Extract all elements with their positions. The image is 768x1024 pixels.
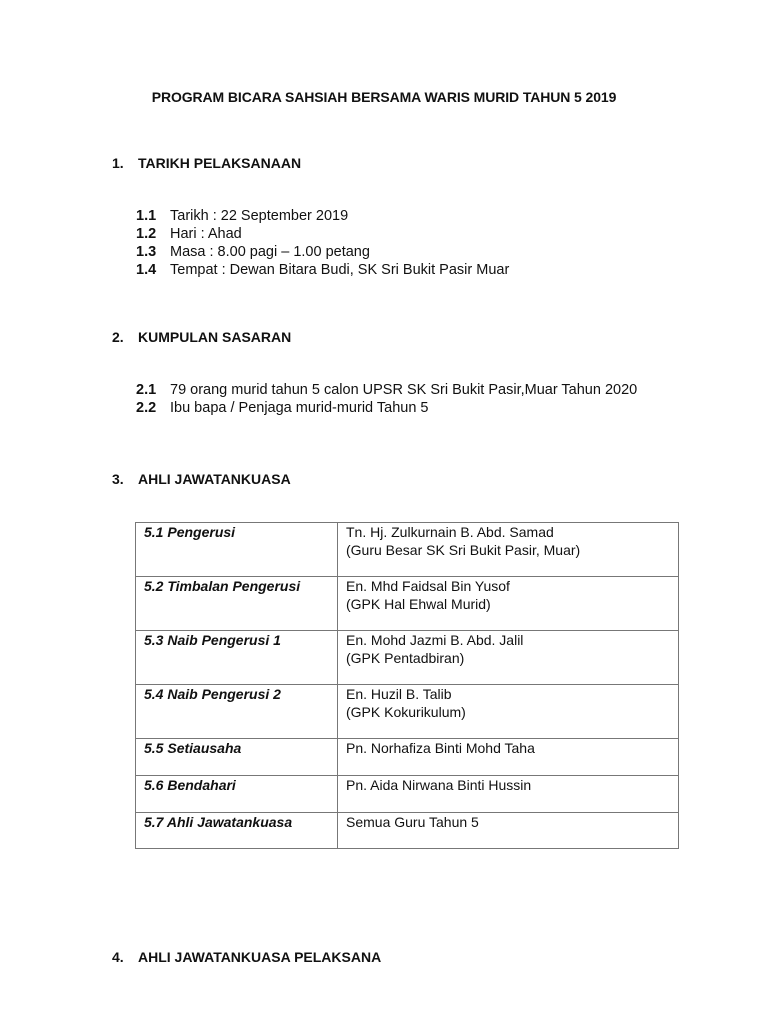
role-cell: 5.4 Naib Pengerusi 2 <box>136 685 338 739</box>
holder-position: (GPK Pentadbiran) <box>346 650 465 666</box>
item-number: 2.2 <box>136 400 157 416</box>
item-number: 2.1 <box>136 382 157 398</box>
holder-cell <box>338 631 679 685</box>
table-row <box>136 577 679 631</box>
holder-cell <box>338 523 679 577</box>
item-text: Ibu bapa / Penjaga murid-murid Tahun 5 <box>170 400 429 416</box>
section-3-heading <box>112 471 291 487</box>
holder-cell <box>338 577 679 631</box>
section-title: TARIKH PELAKSANAAN <box>138 155 302 171</box>
list-item <box>136 261 509 279</box>
holder-position: (Guru Besar SK Sri Bukit Pasir, Muar) <box>346 542 581 558</box>
section-number: 1. <box>112 155 124 171</box>
holder-cell <box>338 739 679 776</box>
role-cell: 5.5 Setiausaha <box>136 739 338 776</box>
table-row <box>136 631 679 685</box>
section-title: KUMPULAN SASARAN <box>138 329 292 345</box>
item-number: 1.2 <box>136 226 157 242</box>
list-item <box>136 399 637 417</box>
holder-cell <box>338 776 679 813</box>
role-cell: 5.3 Naib Pengerusi 1 <box>136 631 338 685</box>
section-title: AHLI JAWATANKUASA <box>138 471 291 487</box>
item-text: Tempat : Dewan Bitara Budi, SK Sri Bukit Pasir Muar <box>170 262 510 278</box>
list-item <box>136 207 509 225</box>
section-4-heading <box>112 949 381 965</box>
table-row <box>136 523 679 577</box>
holder-position: (GPK Kokurikulum) <box>346 704 466 720</box>
section-1-items <box>136 207 509 279</box>
committee-table <box>135 522 679 849</box>
holder-cell <box>338 685 679 739</box>
list-item <box>136 225 509 243</box>
holder-name: Pn. Aida Nirwana Binti Hussin <box>346 777 532 793</box>
role-cell: 5.6 Bendahari <box>136 776 338 813</box>
holder-name: En. Huzil B. Talib <box>346 686 452 702</box>
role-cell: 5.7 Ahli Jawatankuasa <box>136 813 338 849</box>
item-text: 79 orang murid tahun 5 calon UPSR SK Sri Bukit Pasir,Muar Tahun 2020 <box>170 382 638 398</box>
holder-name: En. Mohd Jazmi B. Abd. Jalil <box>346 632 524 648</box>
holder-position: (GPK Hal Ehwal Murid) <box>346 596 491 612</box>
table-row <box>136 685 679 739</box>
section-number: 3. <box>112 471 124 487</box>
item-number: 1.1 <box>136 208 157 224</box>
holder-name: Pn. Norhafiza Binti Mohd Taha <box>346 740 535 756</box>
list-item <box>136 381 637 399</box>
holder-cell <box>338 813 679 849</box>
holder-name: En. Mhd Faidsal Bin Yusof <box>346 578 510 594</box>
holder-name: Semua Guru Tahun 5 <box>346 814 479 830</box>
item-number: 1.3 <box>136 244 157 260</box>
item-number: 1.4 <box>136 262 157 278</box>
section-title: AHLI JAWATANKUASA PELAKSANA <box>138 949 382 965</box>
section-1-heading <box>112 155 301 171</box>
document-title: PROGRAM BICARA SAHSIAH BERSAMA WARIS MURID TAHUN 5 2019 <box>151 89 617 105</box>
role-cell: 5.2 Timbalan Pengerusi <box>136 577 338 631</box>
section-number: 2. <box>112 329 124 345</box>
table-row <box>136 776 679 813</box>
list-item <box>136 243 509 261</box>
section-2-heading <box>112 329 291 345</box>
item-text: Tarikh : 22 September 2019 <box>170 208 349 224</box>
holder-name: Tn. Hj. Zulkurnain B. Abd. Samad <box>346 524 554 540</box>
table-row <box>136 813 679 849</box>
section-2-items <box>136 381 637 417</box>
item-text: Hari : Ahad <box>170 226 242 242</box>
item-text: Masa : 8.00 pagi – 1.00 petang <box>170 244 370 260</box>
section-number: 4. <box>112 949 124 965</box>
table-row <box>136 739 679 776</box>
role-cell: 5.1 Pengerusi <box>136 523 338 577</box>
